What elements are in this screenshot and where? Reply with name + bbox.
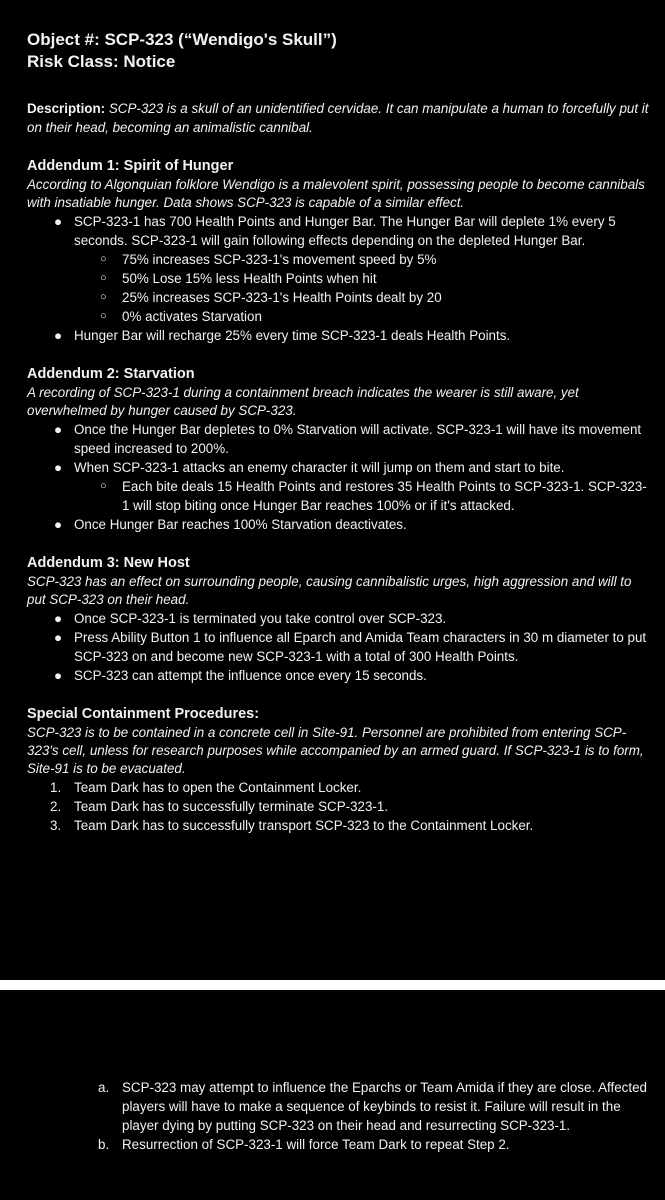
list-item: ● Once SCP-323-1 is terminated you take control over SCP-323. [54,611,447,626]
addendum-2-intro: A recording of SCP-323-1 during a containment breach indicates the wearer is still aware, yet overwhelmed by hunger caused by SCP-323. [27,385,579,418]
substep-letter: b. [98,1137,110,1152]
addendum-1 [27,157,652,345]
step-item: 2. Team Dark has to successfully terminate SCP-323-1. [50,799,389,814]
description [27,99,652,137]
step-item: 3. Team Dark has to successfully transport SCP-323 to the Containment Locker. [50,818,534,833]
step-number: 2. [50,799,62,814]
circle-bullet-icon: ○ [100,480,107,492]
addendum-2-list [27,420,652,534]
list-item: ● Press Ability Button 1 to influence all Eparch and Amida Team characters in 30 m diameter to put SCP-323 on and become new SCP-323-1 with a total of 300 Health Points. [54,630,647,664]
circle-bullet-icon: ○ [100,291,107,303]
risk-class: Risk Class: Notice [27,52,176,71]
sub-list-item: ○ 50% Lose 15% less Health Points when hit [100,271,377,286]
object-title: Object #: SCP-323 (“Wendigo's Skull”) [27,30,337,49]
circle-bullet-icon: ○ [100,253,107,265]
step-item: 1. Team Dark has to open the Containment Locker. [50,780,362,795]
addendum-3 [27,554,652,685]
sub-list-item: ○ Each bite deals 15 Health Points and restores 35 Health Points to SCP-323-1. SCP-323-1 will stop biting once Hunger Bar reaches 100% or if it's attacked. [100,479,647,513]
containment-procedures [27,705,652,835]
bullet-icon: ● [54,517,63,532]
addendum-2-title: Addendum 2: Starvation [27,366,195,382]
list-item: ● Once the Hunger Bar depletes to 0% Starvation will activate. SCP-323-1 will have its movement speed increased to 200%. [54,422,642,456]
substep-item: a. SCP-323 may attempt to influence the Eparchs or Team Amida if they are close. Affected players will have to make a sequence of keybinds to resist it. Failure will result in the player dying by putting SCP-323 on their head and resurrecting SCP-323-1. [98,1080,647,1133]
list-item: ● Hunger Bar will recharge 25% every time SCP-323-1 deals Health Points. [54,328,511,343]
bullet-icon: ● [54,422,63,437]
addendum-2 [27,365,652,534]
circle-bullet-icon: ○ [100,272,107,284]
document-content [27,28,652,835]
procedures-steps [27,778,652,835]
bullet-icon: ● [54,630,63,645]
addendum-1-intro: According to Algonquian folklore Wendigo is a malevolent spirit, possessing people to become cannibals with insatiable hunger. Data shows SCP-323 is capable of a similar effect. [27,177,645,210]
sub-list-item: ○ 0% activates Starvation [100,309,262,324]
substep-item: b. Resurrection of SCP-323-1 will force Team Dark to repeat Step 2. [98,1137,510,1152]
list-item: ● SCP-323-1 has 700 Health Points and Hunger Bar. The Hunger Bar will deplete 1% every 5 seconds. SCP-323-1 will gain following effects depending on the depleted Hunger Bar. [54,214,616,248]
bullet-icon: ● [54,460,63,475]
procedures-substeps [27,1078,652,1154]
step-number: 1. [50,780,62,795]
addendum-1-list [27,212,652,345]
addendum-3-intro: SCP-323 has an effect on surrounding people, causing cannibalistic urges, high aggression and will to put SCP-323 on their head. [27,574,632,607]
bullet-icon: ● [54,328,63,343]
description-label: Description: [27,101,106,116]
addendum-3-title: Addendum 3: New Host [27,555,190,571]
bullet-icon: ● [54,611,63,626]
document-page-2 [0,990,665,1200]
substep-letter: a. [98,1080,110,1095]
description-text: SCP-323 is a skull of an unidentified cervidae. It can manipulate a human to forcefully put it on their head, becoming an animalistic cannibal. [27,101,649,135]
sub-list-item: ○ 25% increases SCP-323-1's Health Points dealt by 20 [100,290,442,305]
addendum-3-list [27,609,652,685]
list-item: ● When SCP-323-1 attacks an enemy character it will jump on them and start to bite. [54,460,565,475]
procedures-intro: SCP-323 is to be contained in a concrete cell in Site-91. Personnel are prohibited from entering SCP-323's cell, unless for research purposes while accompanied by an armed guard. If SCP-323-1 is to form, Site-91 is to be evacuated. [27,725,644,776]
procedures-title: Special Containment Procedures: [27,706,260,722]
list-item: ● SCP-323 can attempt the influence once every 15 seconds. [54,668,427,683]
bullet-icon: ● [54,668,63,683]
list-item: ● Once Hunger Bar reaches 100% Starvation deactivates. [54,517,407,532]
bullet-icon: ● [54,214,63,229]
step-number: 3. [50,818,62,833]
page-divider [0,980,665,990]
addendum-1-title: Addendum 1: Spirit of Hunger [27,158,234,174]
circle-bullet-icon: ○ [100,310,107,322]
sub-list-item: ○ 75% increases SCP-323-1's movement speed by 5% [100,252,437,267]
